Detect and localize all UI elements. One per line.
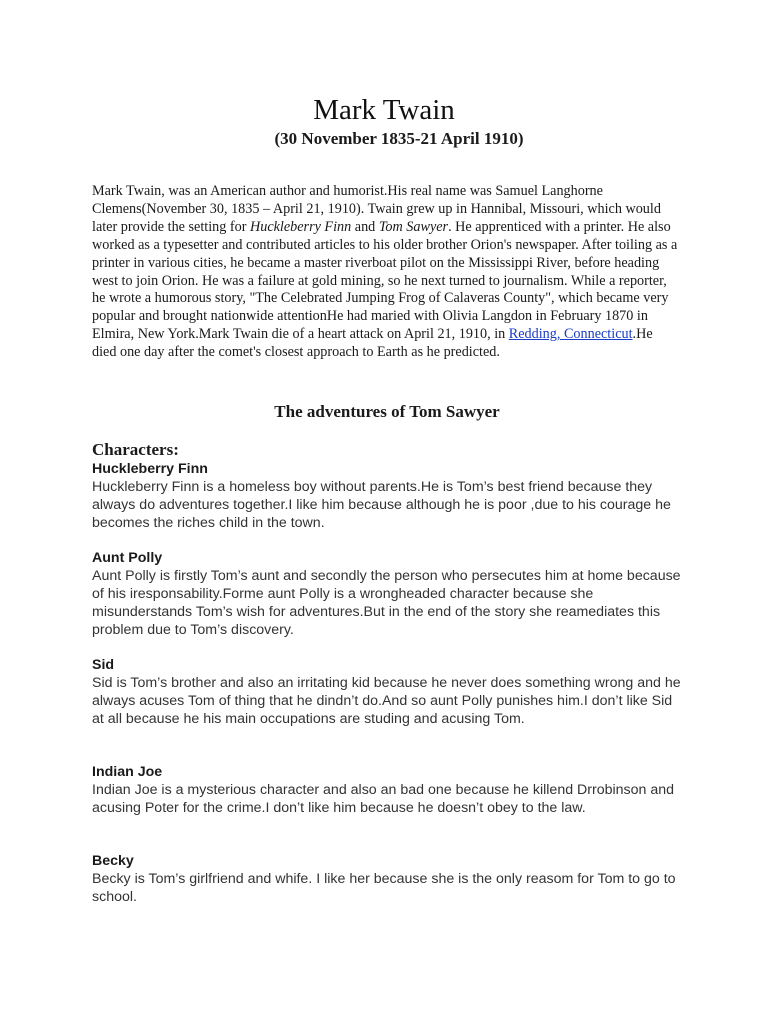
bio-italic-huckleberry-finn: Huckleberry Finn: [249, 218, 352, 235]
character-name: Sid: [92, 657, 115, 673]
character-name: Aunt Polly: [92, 550, 163, 566]
redding-connecticut-link[interactable]: Redding, Connecticut: [508, 326, 633, 343]
page-subtitle-dates: (30 November 1835-21 April 1910): [274, 129, 524, 148]
bio-text-2: and: [351, 218, 379, 235]
characters-heading: Characters:: [92, 440, 179, 459]
bio-italic-tom-sawyer: Tom Sawyer: [378, 218, 449, 235]
character-entry-aunt-polly: [92, 549, 682, 639]
character-description: Sid is Tom’s brother and also an irritating kid because he never does something wrong and he always acuses Tom of thing that he dindn’t do.And so aunt Polly punishes him.I don’t like Sid at all because he his main occupations are studing and acusing Tom.: [92, 675, 681, 727]
character-description: Indian Joe is a mysterious character and also an bad one because he killend Drrobinson and acusing Poter for the crime.I don’t like him because he doesn’t obey to the law.: [92, 782, 675, 816]
character-description: Aunt Polly is firstly Tom’s aunt and secondly the person who persecutes him at home because of his iresponsability.Forme aunt Polly is a wrongheaded character because she misunderstands Tom’s wish for adventures.But in the end of the story she reamediates this problem due to Tom’s discovery.: [92, 568, 681, 638]
character-description: Huckleberry Finn is a homeless boy without parents.He is Tom’s best friend because they always do adventures together.I like him because although he is poor ,due to his courage he becomes the riches child in the town.: [92, 479, 671, 531]
bio-text-4: .He died one day after the comet's closest approach to Earth as he predicted.: [92, 326, 653, 361]
bio-text-1: Mark Twain, was an American author and humorist.His real name was Samuel Langhorne Clemens(November 30, 1835 – April 21, 1910). Twain grew up in Hannibal, Missouri, which would later provide the setting for: [92, 183, 661, 235]
character-entry-huckleberry-finn: [92, 460, 682, 532]
book-title-heading: The adventures of Tom Sawyer: [274, 402, 500, 421]
character-entry-becky: [92, 852, 682, 906]
bio-text-3: . He apprenticed with a printer. He also worked as a typesetter and contributed articles to his older brother Orion's newspaper. After toiling as a printer in various cities, he became a master riverboat pilot on the Mississippi River, before heading west to join Orion. He was a failure at gold mining, so he next turned to journalism. While a reporter, he wrote a humorous story, "The Celebrated Jumping Frog of Calaveras County", which became very popular and brought nationwide attentionHe had maried with Olivia Langdon in February 1870 in Elmira, New York.Mark Twain die of a heart attack on April 21, 1910, in: [92, 218, 678, 343]
page-title: Mark Twain: [313, 94, 455, 126]
character-description: Becky is Tom’s girlfriend and whife. I like her because she is the only reasom for Tom to go to school.: [92, 871, 676, 905]
character-name: Indian Joe: [92, 764, 163, 780]
character-name: Huckleberry Finn: [92, 461, 208, 477]
character-entry-sid: [92, 656, 682, 728]
character-entry-indian-joe: [92, 763, 682, 817]
character-name: Becky: [92, 853, 134, 869]
biography-paragraph: [92, 183, 678, 362]
